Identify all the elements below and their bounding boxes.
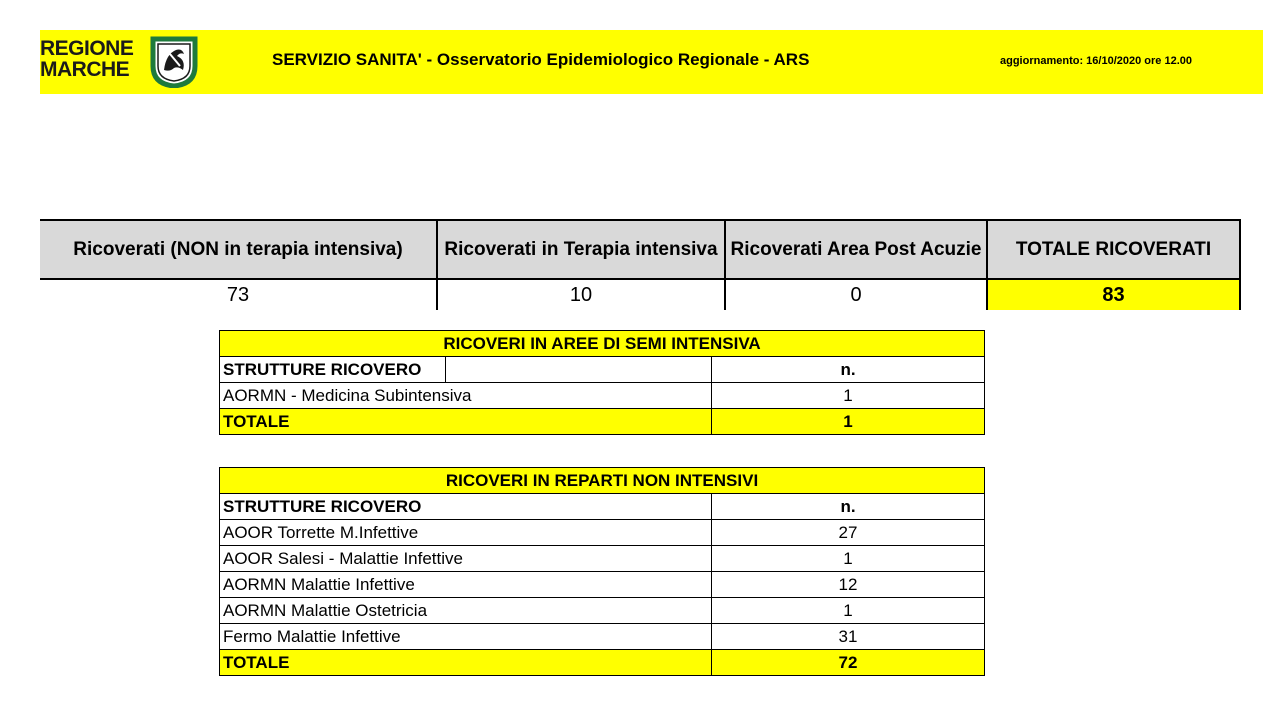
semi-intensive-col-structure: STRUTTURE RICOVERO (220, 357, 446, 383)
non-intensive-title-row (220, 468, 985, 494)
summary-value-row (40, 279, 1240, 310)
shield-emblem-icon (150, 36, 198, 88)
non-intensive-col-structure: STRUTTURE RICOVERO (220, 494, 712, 520)
structure-count: 1 (712, 598, 985, 624)
header-title: SERVIZIO SANITA' - Osservatorio Epidemiologico Regionale - ARS (272, 50, 810, 69)
non-intensive-total-value: 72 (712, 650, 985, 676)
regione-marche-logo (40, 36, 210, 90)
structure-count: 31 (712, 624, 985, 650)
summary-header-post-acute: Ricoverati Area Post Acuzie (725, 220, 987, 279)
summary-value-post-acute: 0 (725, 279, 987, 310)
header-band (40, 30, 1263, 94)
summary-header-intensive: Ricoverati in Terapia intensiva (437, 220, 725, 279)
summary-header-non-intensive: Ricoverati (NON in terapia intensiva) (40, 220, 437, 279)
structure-count: 27 (712, 520, 985, 546)
table-row (220, 546, 985, 572)
semi-intensive-total-row (220, 409, 985, 435)
semi-intensive-table (219, 330, 985, 435)
table-row (220, 598, 985, 624)
structure-name: AOOR Torrette M.Infettive (220, 520, 712, 546)
structure-name: AORMN Malattie Ostetricia (220, 598, 712, 624)
logo-line-2: MARCHE (40, 58, 130, 81)
summary-header-row (40, 220, 1240, 279)
summary-value-total: 83 (987, 279, 1240, 310)
non-intensive-col-n: n. (712, 494, 985, 520)
logo-line-1: REGIONE (40, 37, 134, 60)
semi-intensive-header-row (220, 357, 985, 383)
semi-intensive-col-n: n. (712, 357, 985, 383)
non-intensive-table (219, 467, 985, 676)
summary-table (40, 219, 1241, 310)
table-row (220, 624, 985, 650)
non-intensive-header-row (220, 494, 985, 520)
semi-intensive-total-label: TOTALE (220, 409, 712, 435)
non-intensive-title: RICOVERI IN REPARTI NON INTENSIVI (220, 468, 985, 494)
summary-value-intensive: 10 (437, 279, 725, 310)
semi-intensive-title: RICOVERI IN AREE DI SEMI INTENSIVA (220, 331, 985, 357)
structure-name: Fermo Malattie Infettive (220, 624, 712, 650)
update-timestamp: aggiornamento: 16/10/2020 ore 12.00 (1000, 55, 1192, 67)
summary-value-non-intensive: 73 (226, 283, 250, 306)
structure-name: AORMN - Medicina Subintensiva (220, 383, 712, 409)
semi-intensive-col-empty (446, 357, 712, 383)
summary-header-total: TOTALE RICOVERATI (987, 220, 1240, 279)
semi-intensive-total-value: 1 (712, 409, 985, 435)
table-row (220, 520, 985, 546)
structure-name: AOOR Salesi - Malattie Infettive (220, 546, 712, 572)
non-intensive-total-label: TOTALE (220, 650, 712, 676)
structure-name: AORMN Malattie Infettive (220, 572, 712, 598)
non-intensive-total-row (220, 650, 985, 676)
structure-count: 12 (712, 572, 985, 598)
structure-count: 1 (712, 383, 985, 409)
semi-intensive-title-row (220, 331, 985, 357)
logo-text (40, 38, 133, 80)
table-row (220, 383, 985, 409)
structure-count: 1 (712, 546, 985, 572)
table-row (220, 572, 985, 598)
